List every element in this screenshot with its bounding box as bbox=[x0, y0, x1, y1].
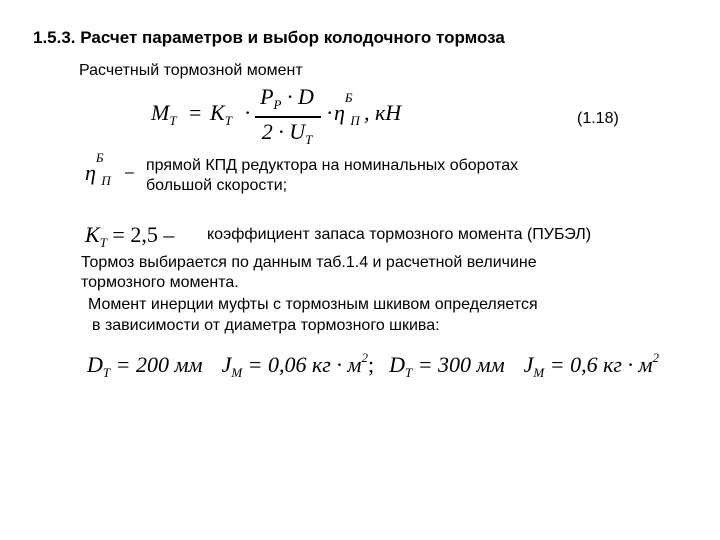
formula-kt: $K_T$ bbox=[210, 100, 232, 128]
eta-dash: – bbox=[125, 164, 134, 181]
formula-numerator: $P_P \cdot D$ bbox=[260, 84, 314, 112]
formula-dot-1: · bbox=[244, 100, 252, 125]
formula-eta: η Б $_П$ bbox=[334, 90, 360, 128]
kt-formula: $K_T = 2,5$ – bbox=[85, 222, 175, 250]
paragraph-1-line-2: тормозного момента. bbox=[81, 274, 239, 291]
eta-symbol: η Б $_П$ bbox=[85, 150, 111, 188]
intro-text: Расчетный тормозной момент bbox=[79, 62, 303, 79]
formula-lhs: $M_T$ bbox=[151, 100, 177, 128]
formula-denominator: $2 \cdot U_T$ bbox=[261, 119, 313, 147]
paragraph-1-line-1: Тормоз выбирается по данным таб.1.4 и расчетной величине bbox=[81, 254, 537, 271]
formula-unit: , кН bbox=[364, 100, 402, 125]
eta-definition-line-2: большой скорости; bbox=[146, 177, 288, 194]
paragraph-2-line-1: Момент инерции муфты с тормозным шкивом определяется bbox=[88, 296, 538, 313]
paragraph-2-line-2: в зависимости от диаметра тормозного шкива: bbox=[92, 317, 440, 334]
page-title: 1.5.3. Расчет параметров и выбор колодочного тормоза bbox=[33, 28, 505, 47]
fraction-bar bbox=[255, 116, 321, 118]
eta-definition-line-1: прямой КПД редуктора на номинальных оборотах bbox=[146, 157, 519, 174]
equation-number: (1.18) bbox=[577, 110, 619, 127]
formula-equals: = bbox=[189, 100, 202, 125]
kt-definition: коэффициент запаса тормозного момента (ПУБЭЛ) bbox=[207, 226, 592, 243]
formula-inertia: $D_T = 200$ мм $J_M = 0,06$ кг · $м^2$; $D_T = 300$ мм $J_M = 0,6$ кг · $м^2$ bbox=[87, 350, 659, 380]
formula-dot-2: · bbox=[326, 100, 334, 125]
